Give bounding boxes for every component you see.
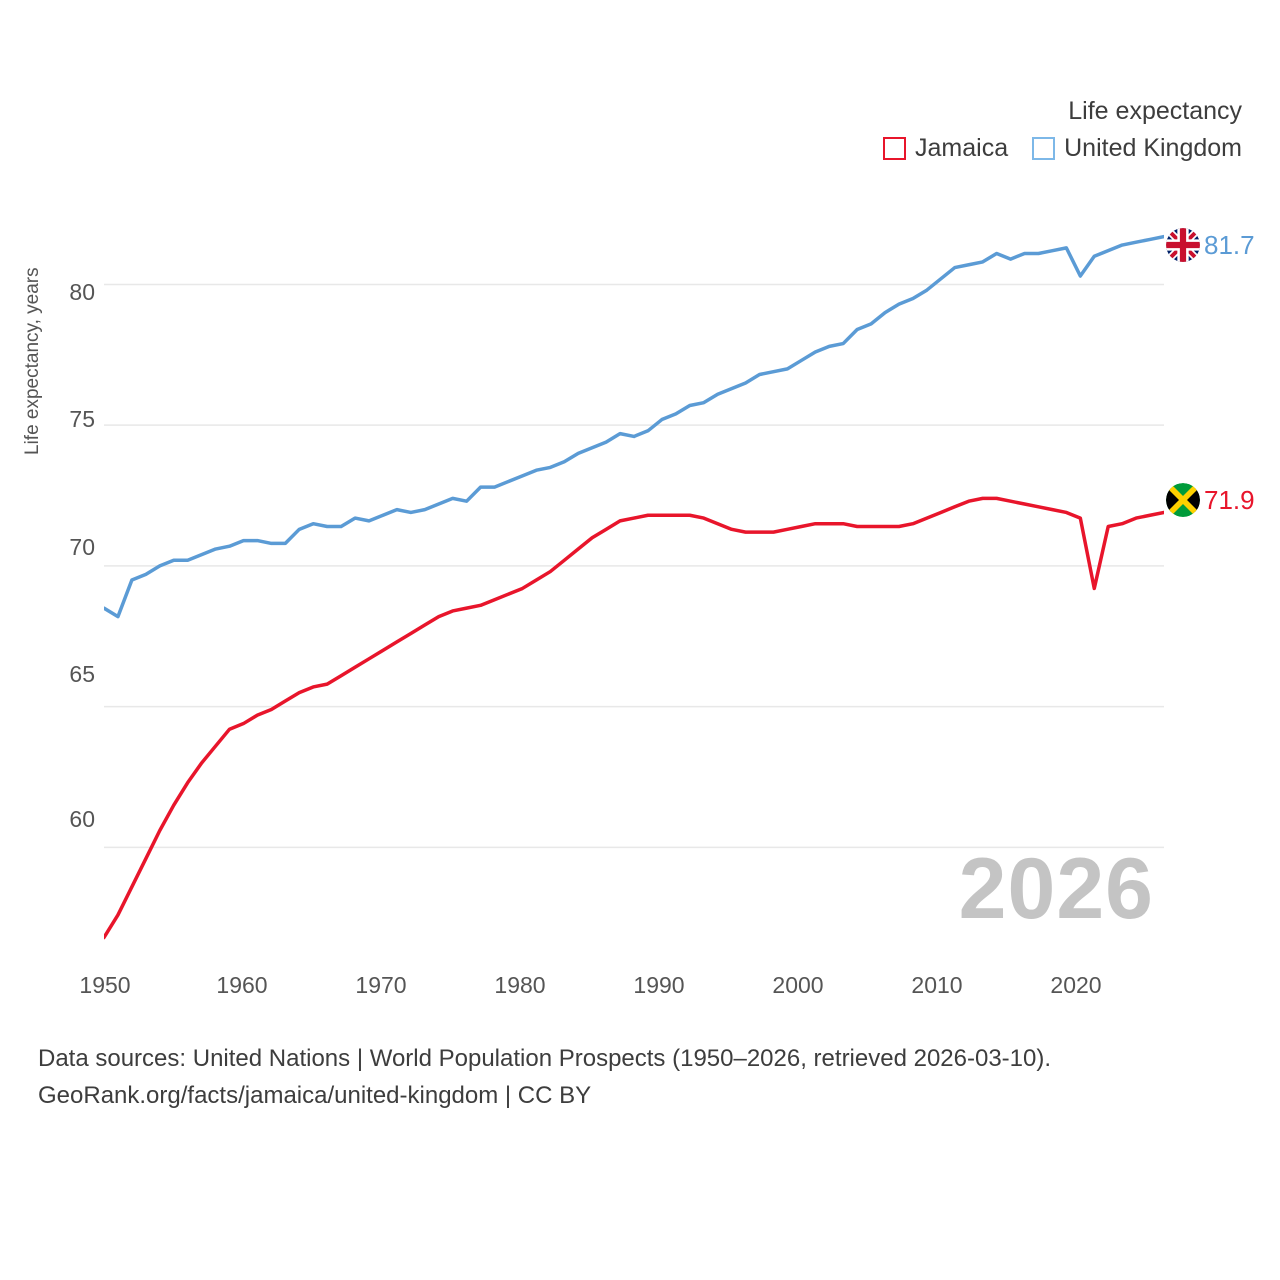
footer bbox=[38, 1040, 1238, 1114]
chart-legend bbox=[883, 96, 1242, 163]
legend-entries bbox=[883, 134, 1242, 163]
series-lines bbox=[104, 237, 1164, 938]
x-tick-2010: 2010 bbox=[911, 972, 963, 998]
x-tick-1980: 1980 bbox=[494, 972, 546, 998]
year-watermark: 2026 bbox=[958, 841, 1154, 937]
footer-line-1: Data sources: United Nations | World Population Prospects (1950–2026, retrieved 2026-03-10). bbox=[38, 1045, 1052, 1072]
endpoint-united-kingdom bbox=[1166, 228, 1255, 262]
legend-swatch-united-kingdom bbox=[1032, 137, 1055, 160]
legend-title: Life expectancy bbox=[1068, 97, 1242, 125]
jamaica-flag-icon bbox=[1166, 483, 1200, 517]
y-tick-75: 75 bbox=[69, 406, 95, 432]
gridlines bbox=[104, 284, 1164, 847]
series-line-united-kingdom bbox=[104, 237, 1164, 617]
y-tick-70: 70 bbox=[69, 534, 95, 560]
footer-line-2: GeoRank.org/facts/jamaica/united-kingdom | CC BY bbox=[38, 1082, 592, 1110]
y-tick-80: 80 bbox=[69, 279, 95, 305]
legend-label-united-kingdom: United Kingdom bbox=[1064, 134, 1242, 162]
uk-flag-icon bbox=[1166, 228, 1200, 262]
legend-label-jamaica: Jamaica bbox=[915, 134, 1009, 162]
x-tick-1950: 1950 bbox=[79, 972, 131, 998]
endpoint-value-jamaica: 71.9 bbox=[1204, 484, 1255, 515]
x-tick-1960: 1960 bbox=[216, 972, 268, 998]
y-axis-label: Life expectancy, years bbox=[22, 267, 43, 455]
x-tick-2000: 2000 bbox=[772, 972, 824, 998]
legend-item-united-kingdom[interactable] bbox=[1032, 134, 1242, 163]
x-tick-1970: 1970 bbox=[355, 972, 407, 998]
x-tick-1990: 1990 bbox=[633, 972, 685, 998]
y-tick-60: 60 bbox=[69, 806, 95, 832]
endpoint-jamaica bbox=[1166, 483, 1255, 517]
y-tick-65: 65 bbox=[69, 661, 95, 687]
legend-swatch-jamaica bbox=[883, 137, 906, 160]
legend-item-jamaica[interactable] bbox=[883, 134, 1008, 163]
endpoint-value-united-kingdom: 81.7 bbox=[1204, 229, 1255, 260]
x-tick-2020: 2020 bbox=[1050, 972, 1102, 998]
